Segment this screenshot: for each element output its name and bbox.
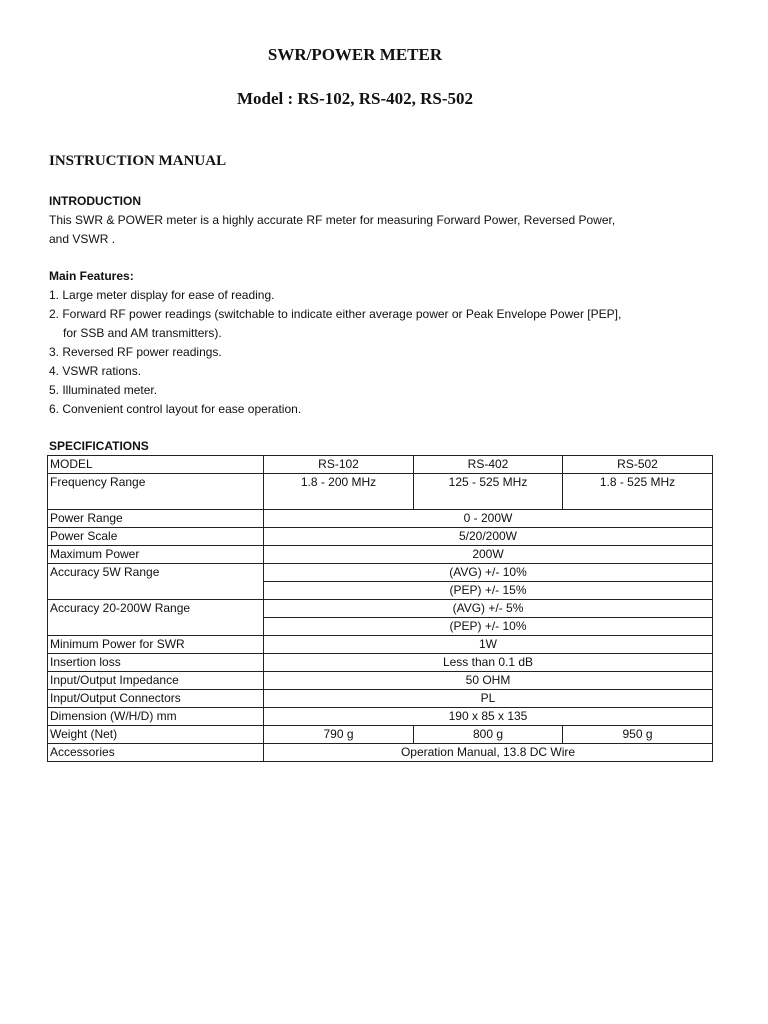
table-cell: 200W [264, 546, 713, 564]
specifications-table [47, 455, 713, 762]
table-row [48, 618, 713, 636]
feature-item: 1. Large meter display for ease of reading. [49, 288, 275, 302]
table-cell: (PEP) +/- 15% [264, 582, 713, 600]
table-cell: PL [264, 690, 713, 708]
introduction-line: This SWR & POWER meter is a highly accurate RF meter for measuring Forward Power, Reversed Power, [49, 213, 616, 227]
row-label: Frequency Range [48, 474, 264, 510]
row-label: Maximum Power [48, 546, 264, 564]
table-row [48, 690, 713, 708]
row-label: Weight (Net) [48, 726, 264, 744]
table-cell: 5/20/200W [264, 528, 713, 546]
table-row [48, 474, 713, 510]
row-label: Insertion loss [48, 654, 264, 672]
row-label: Input/Output Connectors [48, 690, 264, 708]
table-cell: 0 - 200W [264, 510, 713, 528]
table-row [48, 636, 713, 654]
table-cell: 790 g [264, 726, 414, 744]
table-row [48, 582, 713, 600]
table-row [48, 510, 713, 528]
table-cell: (AVG) +/- 10% [264, 564, 713, 582]
table-cell: 800 g [414, 726, 563, 744]
row-label-empty [48, 618, 264, 636]
features-section [49, 267, 621, 419]
table-cell: 190 x 85 x 135 [264, 708, 713, 726]
row-label: Power Scale [48, 528, 264, 546]
table-cell: 950 g [563, 726, 713, 744]
header-cell: RS-402 [414, 456, 563, 474]
manual-heading: INSTRUCTION MANUAL [49, 153, 227, 169]
table-row [48, 654, 713, 672]
table-row [48, 600, 713, 618]
row-label: Accuracy 5W Range [48, 564, 264, 582]
table-row [48, 546, 713, 564]
introduction-section [49, 192, 615, 249]
row-label: Power Range [48, 510, 264, 528]
feature-item: 2. Forward RF power readings (switchable to indicate either average power or Peak Envelope Power [PEP], [49, 307, 622, 321]
table-cell: 125 - 525 MHz [414, 474, 563, 510]
table-row [48, 708, 713, 726]
row-label: Dimension (W/H/D) mm [48, 708, 264, 726]
introduction-heading: INTRODUCTION [49, 194, 141, 208]
header-cell: RS-502 [563, 456, 713, 474]
feature-item: 4. VSWR rations. [49, 364, 142, 378]
table-cell: Less than 0.1 dB [264, 654, 713, 672]
table-row [48, 672, 713, 690]
table-cell: 50 OHM [264, 672, 713, 690]
feature-item-continuation: for SSB and AM transmitters). [63, 326, 222, 340]
features-heading: Main Features: [49, 269, 134, 283]
table-row [48, 726, 713, 744]
table-row [48, 744, 713, 762]
specifications-heading: SPECIFICATIONS [49, 439, 149, 453]
feature-item: 3. Reversed RF power readings. [49, 345, 222, 359]
header-cell: MODEL [48, 456, 264, 474]
table-cell: Operation Manual, 13.8 DC Wire [264, 744, 713, 762]
table-row [48, 456, 713, 474]
row-label: Input/Output Impedance [48, 672, 264, 690]
row-label: Accuracy 20-200W Range [48, 600, 264, 618]
header-cell: RS-102 [264, 456, 414, 474]
table-cell: 1.8 - 525 MHz [563, 474, 713, 510]
table-cell: 1.8 - 200 MHz [264, 474, 414, 510]
table-row [48, 528, 713, 546]
table-row [48, 564, 713, 582]
table-cell: 1W [264, 636, 713, 654]
document-title: SWR/POWER METER [267, 45, 443, 64]
row-label-empty [48, 582, 264, 600]
model-line: Model : RS-102, RS-402, RS-502 [236, 89, 474, 108]
row-label: Minimum Power for SWR [48, 636, 264, 654]
feature-item: 6. Convenient control layout for ease operation. [49, 402, 302, 416]
table-cell: (AVG) +/- 5% [264, 600, 713, 618]
introduction-line: and VSWR . [49, 232, 116, 246]
feature-item: 5. Illuminated meter. [49, 383, 158, 397]
row-label: Accessories [48, 744, 264, 762]
table-cell: (PEP) +/- 10% [264, 618, 713, 636]
